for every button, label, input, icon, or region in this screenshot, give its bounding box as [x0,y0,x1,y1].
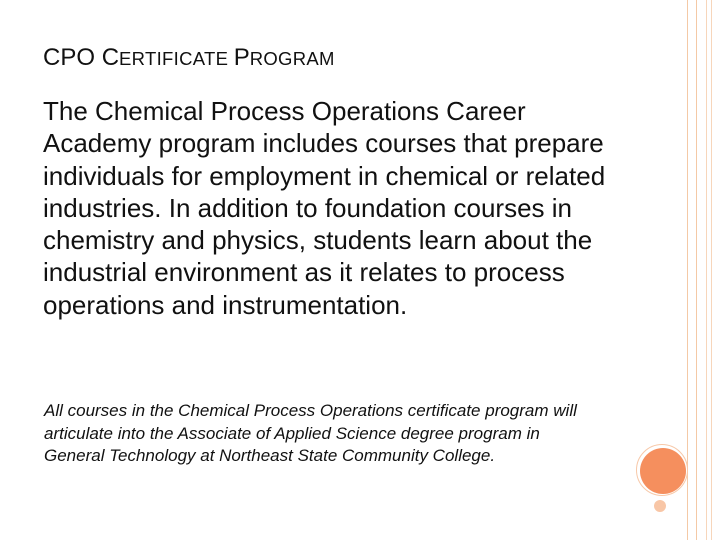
title-part-rest: ERTIFICATE [119,48,234,69]
decorative-border-line [711,0,712,540]
body-paragraph: The Chemical Process Operations Career Academy program includes courses that prepare individuals for employment in chemical or related industries. In addition to foundation courses in chemistry and physics, students learn about the industrial environment as it relates to process operations and instrumentation. [43,96,606,320]
decorative-border-line [706,0,707,540]
title-part-rest: ROGRAM [249,48,335,69]
decorative-border-line [696,0,697,540]
slide-title [43,44,335,72]
note-paragraph: All courses in the Chemical Process Operations certificate program will articulate into the Associate of Applied Science degree program in General Technology at Northeast State Community College. [44,401,577,465]
decorative-circle [640,448,686,494]
decorative-border-line [687,0,688,540]
title-part-cap: P [233,44,250,71]
title-part-cap: C [101,44,120,71]
title-part-cap: CPO [43,44,102,71]
decorative-dot [654,500,666,512]
